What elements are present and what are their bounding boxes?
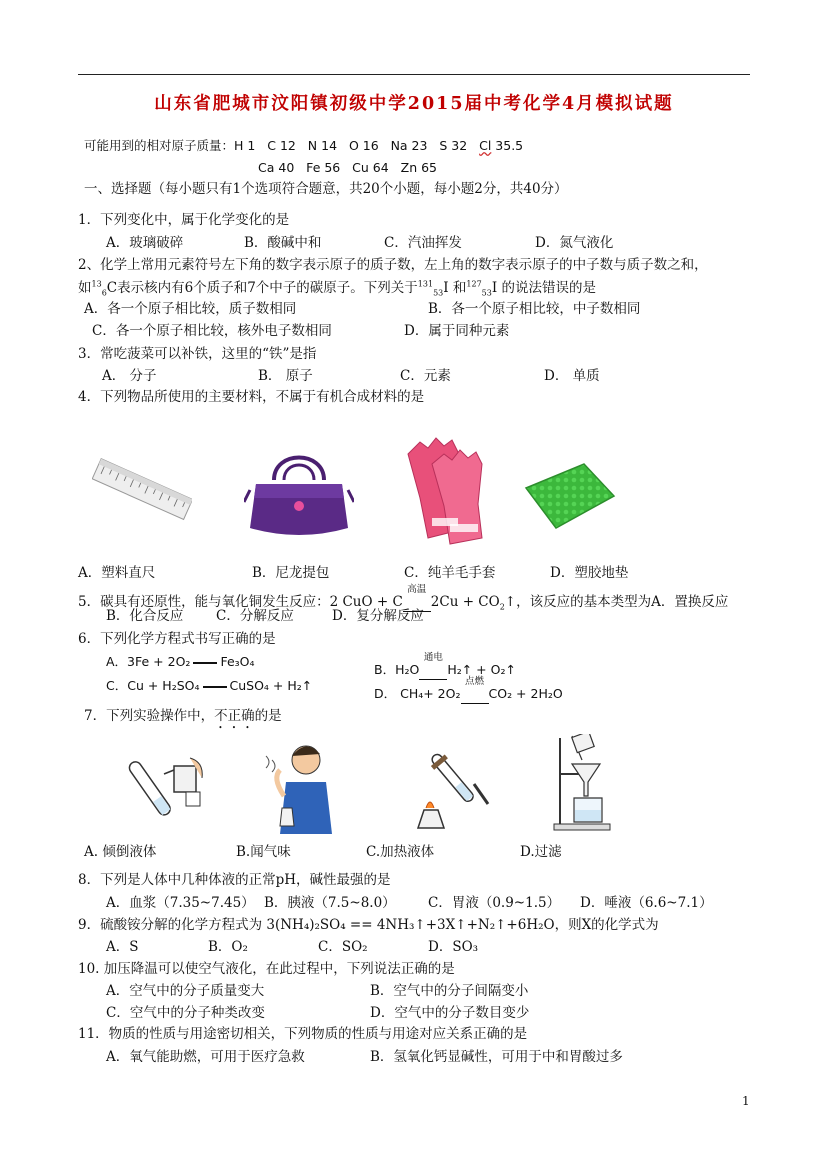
- question-6-stem: 6．下列化学方程式书写正确的是: [78, 631, 276, 647]
- question-4-stem: 4．下列物品所使用的主要材料，不属于有机合成材料的是: [78, 389, 425, 405]
- q3-option-d: D． 单质: [544, 368, 600, 384]
- pouring-liquid-image: [112, 748, 212, 828]
- q8-option-a: A．血浆（7.35~7.45）: [106, 895, 255, 911]
- q7-option-b: B.闻气味: [236, 844, 291, 860]
- q4-option-a: A．塑料直尺: [78, 565, 156, 581]
- q2-option-b: B．各一个原子相比较，中子数相同: [428, 301, 641, 317]
- question-10-stem: 10. 加压降温可以使空气液化，在此过程中，下列说法正确的是: [78, 961, 455, 977]
- section-heading: 一、选择题（每小题只有1个选项符合题意，共20个小题，每小题2分，共40分）: [84, 181, 568, 197]
- question-11-stem: 11．物质的性质与用途密切相关，下列物质的性质与用途对应关系正确的是: [78, 1026, 528, 1042]
- atomic-mass-row2: Ca 40 Fe 56 Cu 64 Zn 65: [258, 160, 437, 175]
- question-7-stem: 7．下列实验操作中，不正确的是: [84, 708, 282, 724]
- q10-option-d: D．空气中的分子数目变少: [370, 1005, 530, 1021]
- q1-option-b: B．酸碱中和: [244, 235, 322, 251]
- equals-bar: [193, 662, 217, 664]
- reaction-arrow: 点燃: [461, 677, 489, 704]
- q10-option-c: C．空气中的分子种类改变: [106, 1005, 265, 1021]
- q7-option-d: D.过滤: [520, 844, 562, 860]
- reaction-arrow: 高温: [403, 585, 431, 612]
- equals-bar: [203, 686, 227, 688]
- q4-option-d: D．塑胶地垫: [550, 565, 629, 581]
- q11-option-a: A．氧气能助燃，可用于医疗急救: [106, 1049, 305, 1065]
- question-2-line2: 如$^{13}_6$C表示核内有6个质子和7个中子的碳原子。下列关于$^{131}_{53}$I 和$^{127}_{53}$I 的说法错误的是: [78, 279, 596, 298]
- question-2-line1: 2、化学上常用元素符号左下角的数字表示原子的质子数，左上角的数字表示原子的中子数与质子数之和，: [78, 257, 708, 273]
- q4-option-c: C．纯羊毛手套: [404, 565, 496, 581]
- q2-option-d: D．属于同种元素: [404, 323, 510, 339]
- question-5-stem: 5．碳具有还原性，能与氧化铜发生反应：2 CuO + C 高温 $2Cu + CO_2↑$，该反应的基本类型为A．置换反应: [78, 584, 729, 612]
- q5-option-d: D．复分解反应: [332, 608, 424, 624]
- q9-option-d: D．SO₃: [428, 939, 479, 955]
- q1-option-a: A．玻璃破碎: [106, 235, 184, 251]
- q2-option-c: C．各一个原子相比较，核外电子数相同: [92, 323, 332, 339]
- rubber-mat-image: [522, 460, 618, 532]
- cl-symbol: Cl: [479, 138, 492, 153]
- reaction-arrow: 通电: [419, 653, 447, 680]
- q10-option-b: B．空气中的分子间隔变小: [370, 983, 529, 999]
- q7-option-c: C.加热液体: [366, 844, 435, 860]
- plastic-ruler-image: [92, 450, 192, 530]
- question-9-stem: 9．硫酸铵分解的化学方程式为 3(NH₄)₂SO₄ == 4NH₃↑+3X↑+N₂↑+6H₂O，则X的化学式为: [78, 917, 659, 933]
- q1-option-d: D．氮气液化: [535, 235, 614, 251]
- q9-option-b: B．O₂: [208, 939, 248, 955]
- q9-option-a: A．S: [106, 939, 139, 955]
- nylon-handbag-image: [244, 444, 354, 544]
- header-rule: [78, 74, 750, 75]
- emphasis-text: 不正确: [214, 708, 255, 724]
- q8-option-d: D．唾液（6.6~7.1）: [580, 895, 713, 911]
- q10-option-a: A．空气中的分子质量变大: [106, 983, 265, 999]
- q6-option-c: C．Cu + H₂SO₄ CuSO₄ + H₂↑: [106, 678, 313, 693]
- filtering-image: [548, 734, 618, 834]
- wool-gloves-image: [398, 434, 494, 546]
- q7-option-a: A. 倾倒液体: [84, 844, 157, 860]
- q3-option-a: A． 分子: [102, 368, 157, 384]
- q5-option-b: B．化合反应: [106, 608, 184, 624]
- q6-option-b: B．H₂O 通电 H₂↑ + O₂↑: [374, 653, 516, 680]
- q11-option-b: B．氢氧化钙显碱性，可用于中和胃酸过多: [370, 1049, 623, 1065]
- q9-option-c: C．SO₂: [318, 939, 368, 955]
- page-number: 1: [742, 1094, 750, 1108]
- q3-option-c: C．元素: [400, 368, 451, 384]
- question-8-stem: 8．下列是人体中几种体液的正常pH，碱性最强的是: [78, 872, 391, 888]
- heating-liquid-image: [404, 744, 500, 830]
- q6-option-a: A．3Fe + 2O₂ Fe₃O₄: [106, 654, 255, 669]
- q8-option-b: B．胰液（7.5~8.0）: [264, 895, 396, 911]
- q5-option-c: C．分解反应: [216, 608, 294, 624]
- q6-option-d: D． CH₄+ 2O₂ 点燃 CO₂ + 2H₂O: [374, 677, 563, 704]
- q3-option-b: B． 原子: [258, 368, 313, 384]
- smelling-gas-image: [262, 738, 342, 834]
- atomic-mass-row1: 可能用到的相对原子质量：H 1 C 12 N 14 O 16 Na 23 S 32 Cl 35.5: [84, 138, 524, 153]
- q1-option-c: C．汽油挥发: [384, 235, 462, 251]
- q8-option-c: C．胃液（0.9~1.5）: [428, 895, 561, 911]
- question-3-stem: 3．常吃菠菜可以补铁，这里的“铁”是指: [78, 346, 317, 362]
- question-1-stem: 1．下列变化中，属于化学变化的是: [78, 212, 290, 228]
- q2-option-a: A．各一个原子相比较，质子数相同: [84, 301, 297, 317]
- page-title: 山东省肥城市汶阳镇初级中学2015届中考化学4月模拟试题: [154, 94, 674, 114]
- q4-option-b: B．尼龙提包: [252, 565, 330, 581]
